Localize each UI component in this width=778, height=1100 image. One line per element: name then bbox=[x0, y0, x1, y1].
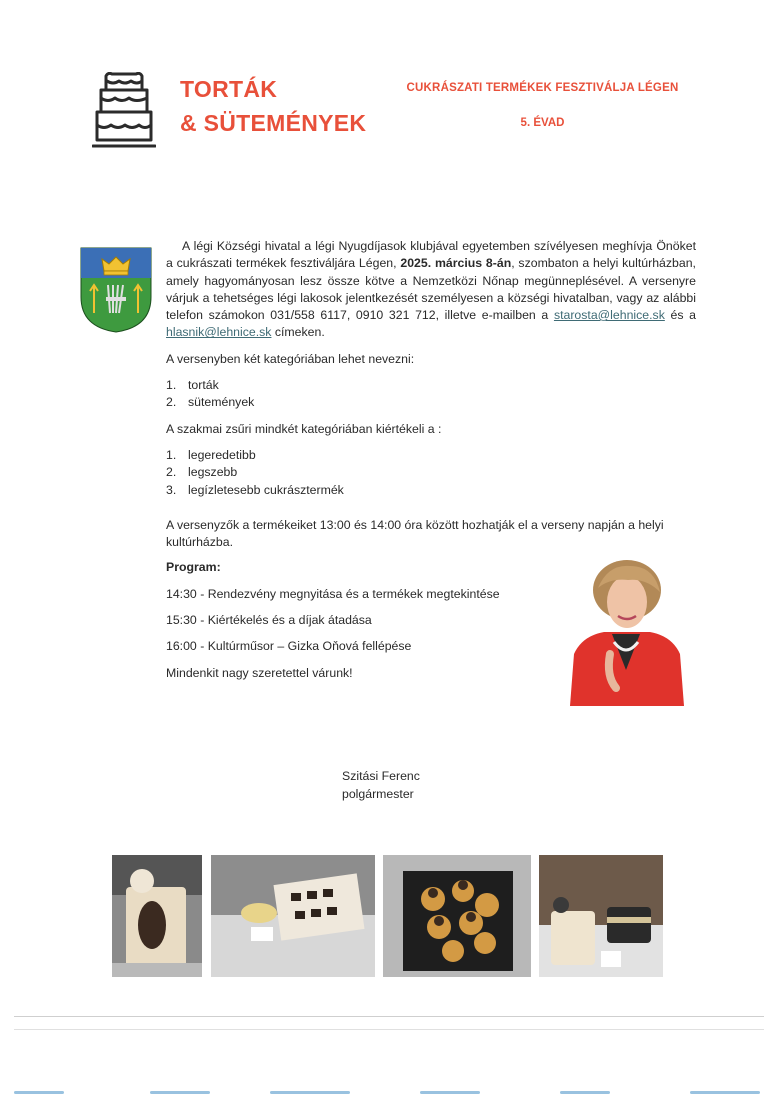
intro-text-2: , szombaton a helyi kultúrházban, amely hagyományosan lesz össze kötve a Nemzetközi Nőnap megünneplésével. A versenyre várjuk a tehetséges légi lakosok jelentkezését személyesen a községi hivatalban, vagy az alábbi telefon számokon 031/558 6117, 0910 321 712, illetve e-mailben a bbox=[166, 256, 696, 323]
list-text: legszebb bbox=[188, 465, 238, 480]
list-number: 2. bbox=[166, 465, 177, 480]
list-item bbox=[166, 394, 696, 411]
list-text: legeredetibb bbox=[188, 447, 256, 462]
cake-photo-3 bbox=[383, 855, 531, 977]
signatory-name: Szitási Ferenc bbox=[342, 769, 420, 783]
list-item bbox=[166, 482, 696, 499]
scan-artifact bbox=[420, 1091, 480, 1094]
list-item bbox=[166, 447, 696, 464]
title-line-2: & SÜTEMÉNYEK bbox=[180, 110, 367, 136]
list-text: sütemények bbox=[188, 395, 255, 410]
list-number: 1. bbox=[166, 378, 177, 393]
closing-line: Mindenkit nagy szeretettel várunk! bbox=[166, 665, 353, 680]
divider bbox=[14, 1016, 764, 1017]
coat-of-arms-icon bbox=[80, 247, 152, 333]
photo-strip bbox=[0, 855, 778, 979]
scan-artifact bbox=[560, 1091, 610, 1094]
list-number: 1. bbox=[166, 447, 177, 462]
intro-text-4: címeken. bbox=[271, 325, 325, 340]
scan-artifact bbox=[690, 1091, 760, 1094]
jury-intro: A szakmai zsűri mindkét kategóriában kiértékeli a : bbox=[166, 421, 442, 436]
event-date: 2025. március 8-án bbox=[400, 256, 512, 271]
performer-photo bbox=[568, 558, 686, 706]
list-number: 2. bbox=[166, 395, 177, 410]
jury-list bbox=[166, 447, 696, 499]
cake-icon bbox=[92, 72, 156, 154]
scan-artifact bbox=[14, 1091, 64, 1094]
delivery-note: A versenyzők a termékeiket 13:00 és 14:00 óra között hozhatják el a verseny napján a helyi kultúrházba. bbox=[166, 517, 664, 550]
signatory-role: polgármester bbox=[342, 787, 414, 801]
intro-text-1: A légi Községi hivatal a légi Nyugdíjasok klubjával egyetemben szívélyesen meghívja Önöket a cukrászati termékek fesztiváljára Légen, bbox=[166, 239, 696, 271]
email-link-hlasnik[interactable]: hlasnik@lehnice.sk bbox=[166, 325, 272, 340]
program-heading: Program: bbox=[166, 560, 221, 575]
program-item: 14:30 - Rendezvény megnyitása és a termékek megtekintése bbox=[166, 586, 500, 601]
intro-paragraph bbox=[166, 238, 696, 342]
list-item bbox=[166, 377, 696, 394]
program-item: 15:30 - Kiértékelés és a díjak átadása bbox=[166, 613, 372, 628]
divider bbox=[14, 1029, 764, 1030]
signature-block bbox=[342, 767, 420, 803]
list-number: 3. bbox=[166, 482, 177, 497]
page-title bbox=[180, 72, 366, 140]
list-text: torták bbox=[188, 378, 219, 393]
categories-intro: A versenyben két kategóriában lehet nevezni: bbox=[166, 351, 415, 366]
intro-text-3: és a bbox=[664, 308, 696, 323]
scan-artifact bbox=[150, 1091, 210, 1094]
program-item: 16:00 - Kultúrműsor – Gizka Oňová fellépése bbox=[166, 639, 412, 654]
cake-photo-4 bbox=[539, 855, 663, 977]
list-text: legízletesebb cukrásztermék bbox=[188, 482, 344, 497]
season-label: 5. ÉVAD bbox=[520, 117, 565, 129]
cake-photo-2 bbox=[211, 855, 375, 977]
email-link-starosta[interactable]: starosta@lehnice.sk bbox=[553, 308, 665, 323]
title-line-1: TORTÁK bbox=[180, 76, 278, 102]
scan-artifact bbox=[270, 1091, 350, 1094]
cake-photo-1 bbox=[112, 855, 202, 977]
festival-title: CUKRÁSZATI TERMÉKEK FESZTIVÁLJA LÉGEN bbox=[406, 82, 679, 94]
categories-list bbox=[166, 377, 696, 412]
list-item bbox=[166, 464, 696, 481]
